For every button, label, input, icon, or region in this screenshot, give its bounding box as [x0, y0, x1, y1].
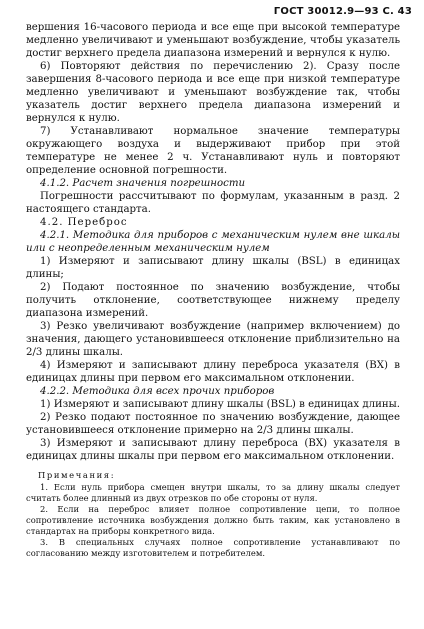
page-header: ГОСТ 30012.9—93 С. 43	[273, 6, 412, 17]
list-item: 1) Измеряют и записывают длину шкалы (BSL) в единицах длины;	[26, 256, 400, 280]
document-body	[26, 21, 400, 559]
notes-title: Примечания:	[38, 470, 116, 480]
list-item: 3) Резко увеличивают возбуждение (например включением) до значения, дающего установившееся отклонение приблизительно на 2/3 длины шкалы.	[26, 321, 400, 358]
list-item: 4) Измеряют и записывают длину переброса указателя (BX) в единицах длины при первом его максимальном отклонении.	[26, 360, 400, 384]
list-item: 1) Измеряют и записывают длину шкалы (BSL) в единицах длины.	[40, 399, 401, 410]
paragraph: вершения 16-часового периода и все еще при высокой температуре медленно увеличивают и уменьшают возбуждение, чтобы указатель достиг верхнего предела диапазона измерений и вернулся к нулю.	[26, 22, 400, 59]
list-item: 2) Резко подают постоянное по значению возбуждение, дающее установившееся отклонение примерно на 2/3 длины шкалы.	[26, 412, 400, 436]
section-heading: 4.2.2. Методика для всех прочих приборов	[40, 386, 275, 397]
paragraph: 6) Повторяют действия по перечислению 2). Сразу после завершения 8-часового периода и все еще при низкой температуре медленно увеличивают и уменьшают возбуждение так, чтобы указатель достиг верхнего предела диапазона измерений и вернулся к нулю.	[26, 61, 400, 124]
list-item: 3) Измеряют и записывают длину переброса (BX) указателя в единицах длины шкалы при первом его максимальном отклонении.	[26, 438, 400, 462]
note-item: 3. В специальных случаях полное сопротивление устанавливают по согласованию между изготовителем и потребителем.	[26, 537, 400, 558]
paragraph: 7) Устанавливают нормальное значение температуры окружающего воздуха и выдерживают прибор при этой температуре не менее 2 ч. Устанавливают нуль и повторяют определение основной погрешности.	[26, 126, 400, 176]
note-item: 2. Если на переброс влияет полное сопротивление цепи, то полное сопротивление источника возбуждения должно быть таким, как установлено в стандартах на приборы конкретного вида.	[26, 504, 400, 536]
note-item: 1. Если нуль прибора смещен внутри шкалы, то за длину шкалы следует считать более длинный из двух отрезков по обе стороны от нуля.	[26, 482, 400, 503]
section-heading: 4.2.1. Методика для приборов с механическим нулем вне шкалы или с неопределенным механическим нулем	[26, 230, 400, 254]
list-item: 2) Подают постоянное по значению возбуждение, чтобы получить отклонение, соответствующее нижнему пределу диапазона измерений.	[26, 282, 400, 319]
section-heading: 4.1.2. Расчет значения погрешности	[40, 178, 246, 189]
section-heading: 4.2. Переброс	[40, 217, 128, 228]
paragraph: Погрешности рассчитывают по формулам, указанным в разд. 2 настоящего стандарта.	[26, 191, 400, 215]
notes-block	[26, 470, 400, 559]
